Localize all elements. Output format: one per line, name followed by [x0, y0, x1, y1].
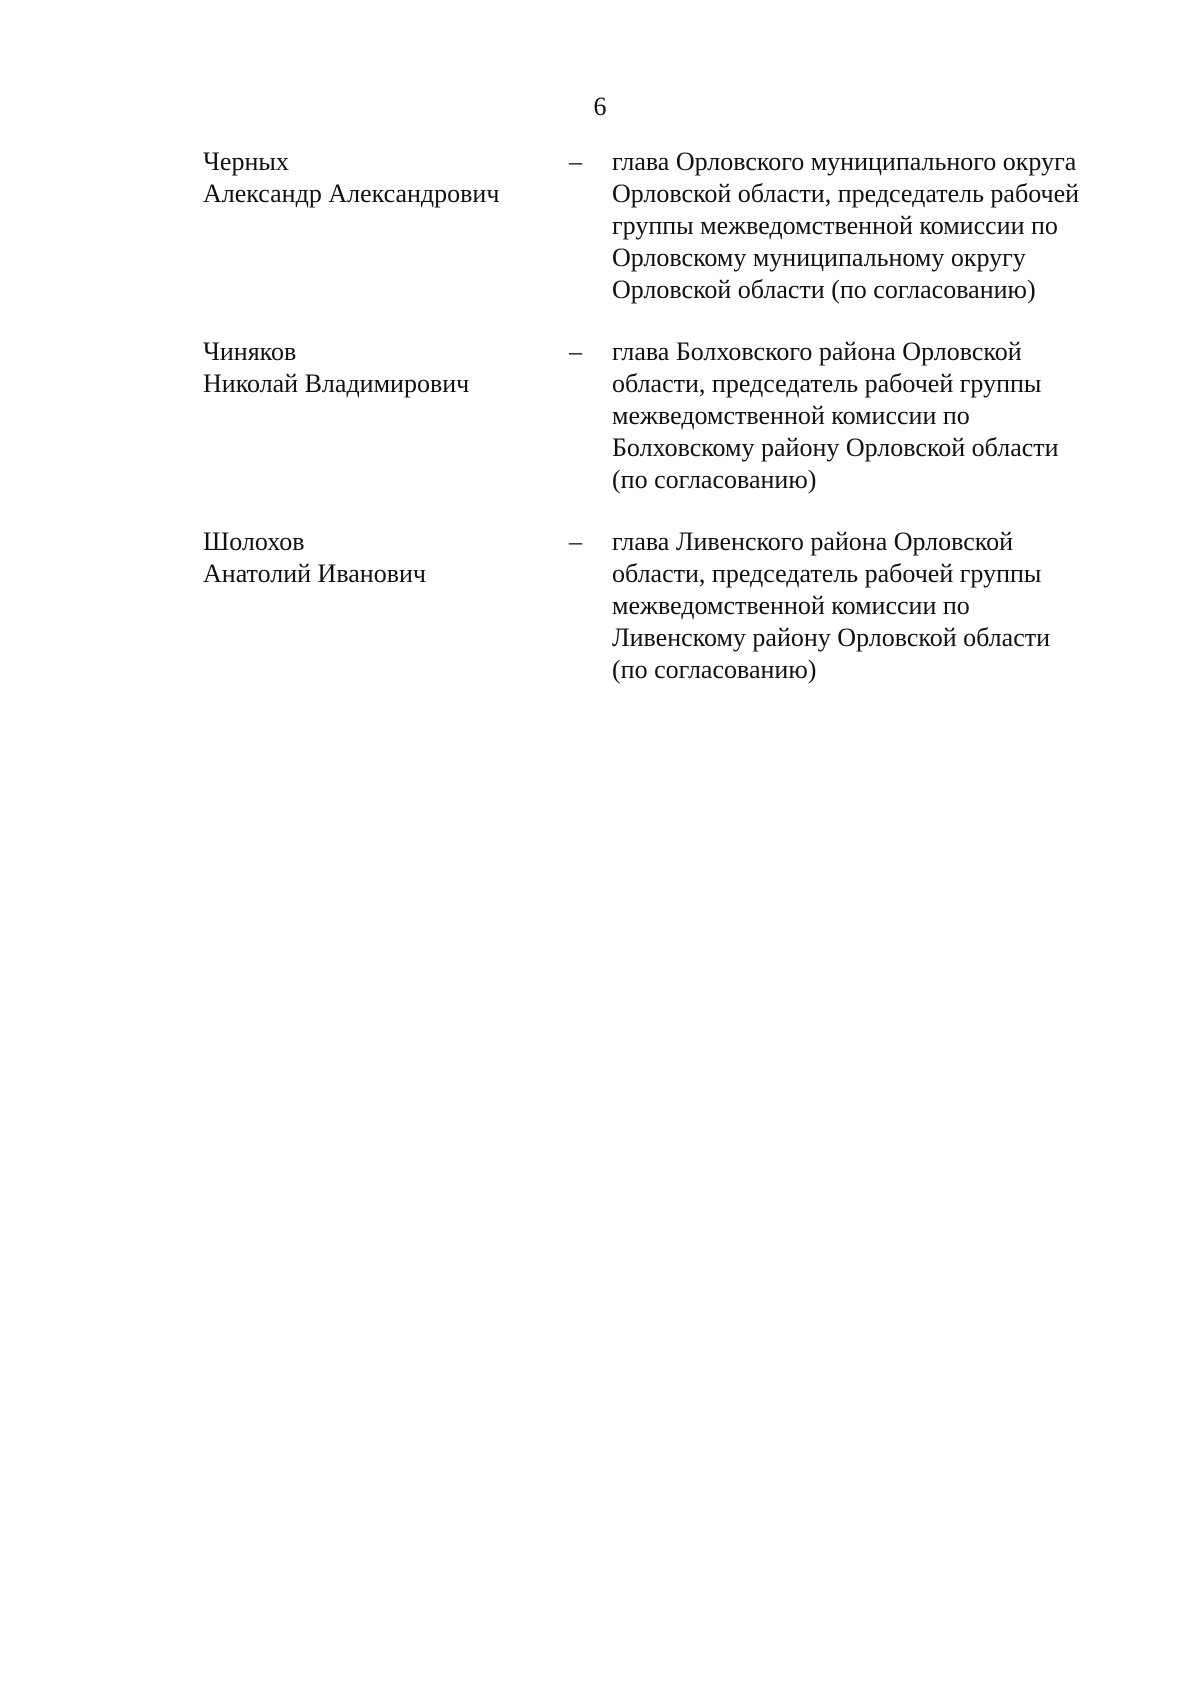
- role-line: межведомственной комиссии по: [612, 401, 970, 430]
- role-line: области, председатель рабочей группы: [612, 369, 1042, 398]
- role-line: группы межведомственной комиссии по: [612, 211, 1058, 240]
- member-name: [203, 146, 543, 210]
- role-line: Орловской области, председатель рабочей: [612, 179, 1080, 208]
- member-role: [612, 336, 1132, 496]
- role-line: (по согласованию): [612, 465, 817, 494]
- member-dash: –: [569, 527, 582, 556]
- role-line: глава Болховского района Орловской: [612, 337, 1022, 366]
- member-dash: –: [569, 337, 582, 366]
- role-line: Орловскому муниципальному округу: [612, 243, 1026, 272]
- member-given-names: Александр Александрович: [203, 179, 500, 208]
- member-name: [203, 526, 543, 590]
- member-entry: [0, 336, 1200, 526]
- member-given-names: Николай Владимирович: [203, 369, 470, 398]
- member-given-names: Анатолий Иванович: [203, 559, 426, 588]
- member-entry: [0, 146, 1200, 336]
- role-line: межведомственной комиссии по: [612, 591, 970, 620]
- role-line: (по согласованию): [612, 655, 817, 684]
- member-surname: Шолохов: [203, 527, 305, 556]
- member-role: [612, 146, 1132, 306]
- member-entry: [0, 526, 1200, 716]
- member-dash: –: [569, 147, 582, 176]
- role-line: Ливенскому району Орловской области: [612, 623, 1051, 652]
- members-list: [0, 146, 1200, 716]
- role-line: Орловской области (по согласованию): [612, 275, 1036, 304]
- role-line: Болховскому району Орловской области: [612, 433, 1059, 462]
- member-surname: Чиняков: [203, 337, 297, 366]
- member-role: [612, 526, 1132, 686]
- role-line: глава Ливенского района Орловской: [612, 527, 1014, 556]
- page-number: 6: [593, 92, 607, 121]
- member-name: [203, 336, 543, 400]
- member-surname: Черных: [203, 147, 289, 176]
- role-line: области, председатель рабочей группы: [612, 559, 1042, 588]
- role-line: глава Орловского муниципального округа: [612, 147, 1077, 176]
